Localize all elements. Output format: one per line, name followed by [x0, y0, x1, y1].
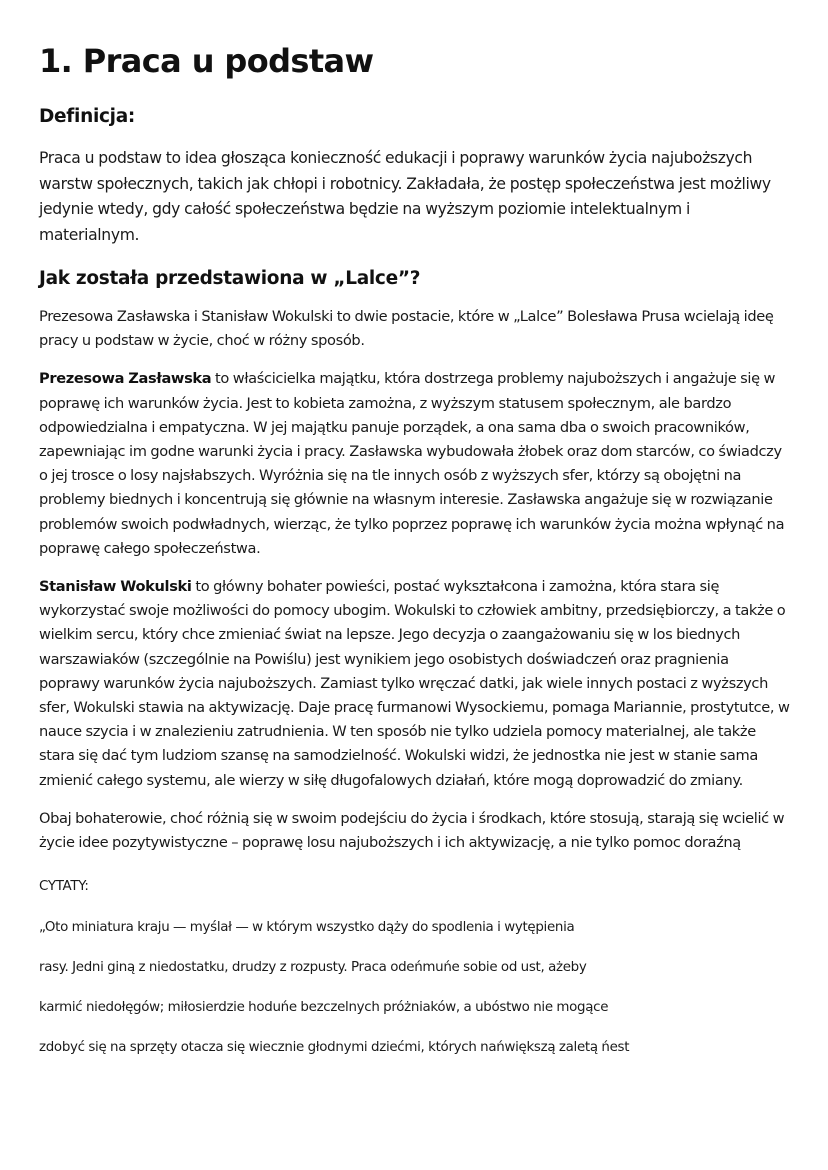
- page-title: 1. Praca u podstaw: [39, 42, 374, 80]
- lalka-section-heading: Jak została przedstawiona w „Lalce”?: [39, 268, 421, 289]
- quote-line: karmić niedołęgów; miłosierdzie hoduńe bezczelnych próżniaków, a ubóstwo nie mogące: [39, 1000, 609, 1016]
- intro-paragraph: Prezesowa Zasławska i Stanisław Wokulski to dwie postacie, które w „Lalce” Bolesława Prusa wcielają ideę pracy u podstaw w życie, choć w różny sposób.: [39, 308, 774, 350]
- quote-line: zdobyć się na sprzęty otacza się wiecznie głodnymi dziećmi, których nańwiększą zaletą ńest: [39, 1040, 630, 1056]
- conclusion-paragraph: Obaj bohaterowie, choć różnią się w swoim podejściu do życia i środkach, które stosują, starają się wcielić w życie idee pozytywistyczne – poprawę losu najuboższych i ich aktywizację, a nie tylko pomoc doraźną: [39, 809, 785, 852]
- wokulski-paragraph: [39, 575, 790, 793]
- wokulski-name: Stanisław Wokulski: [39, 578, 192, 596]
- definition-heading: Definicja:: [39, 106, 135, 127]
- zaslawska-name: Prezesowa Zasławska: [39, 370, 212, 388]
- quote-line: rasy. Jedni giną z niedostatku, drudzy z rozpusty. Praca odeńmuńe sobie od ust, ażeby: [39, 960, 587, 976]
- definition-paragraph: Praca u podstaw to idea głosząca konieczność edukacji i poprawy warunków życia najuboższych warstw społecznych, takich jak chłopi i robotnicy. Zakładała, że postęp społeczeństwa jest możliwy jedynie wtedy, gdy całość społeczeństwa będzie na wyższym poziomie intelektualnym i materialnym.: [39, 149, 771, 244]
- zaslawska-paragraph: [39, 367, 790, 561]
- quotes-label: CYTATY:: [39, 879, 89, 895]
- wokulski-text: to główny bohater powieści, postać wykształcona i zamożna, która stara się wykorzystać swoje możliwości do pomocy ubogim. Wokulski to człowiek ambitny, przedsiębiorczy, a także o wielkim sercu, który chce zmieniać świat na lepsze. Jego decyzja o zaangażowaniu się w los biednych warszawiaków (szczególnie na Powiślu) jest wynikiem jego osobistych doświadczeń oraz pragnienia poprawy warunków życia najuboższych. Zamiast tylko wręczać datki, jak wiele innych postaci z wyższych sfer, Wokulski stawia na aktywizację. Daje pracę furmanowi Wysockiemu, pomaga Mariannie, prostytutce, w nauce szycia i w znalezieniu zatrudnienia. W ten sposób nie tylko udziela pomocy materialnej, ale także stara się dać tym ludziom szansę na samodzielność. Wokulski widzi, że jednostka nie jest w stanie sama zmienić całego systemu, ale wierzy w siłę długofalowych działań, które mogą doprowadzić do zmiany.: [39, 578, 790, 789]
- quote-line: „Oto miniatura kraju — myślał — w którym wszystko dąży do spodlenia i wytępienia: [39, 920, 575, 936]
- zaslawska-text: to właścicielka majątku, która dostrzega problemy najuboższych i angażuje się w poprawę ich warunków życia. Jest to kobieta zamożna, z wyższym statusem społecznym, ale bardzo odpowiedzialna i empatyczna. W jej majątku panuje porządek, a ona sama dba o swoich pracowników, zapewniając im godne warunki życia i pracy. Zasławska wybudowała żłobek oraz dom starców, co świadczy o jej trosce o losy najsłabszych. Wyróżnia się na tle innych osób z wyższych sfer, którzy są obojętni na problemy biednych i koncentrują się głównie na własnym interesie. Zasławska angażuje się w rozwiązanie problemów swoich podwładnych, wierząc, że tylko poprzez poprawę ich warunków życia można wpłynąć na poprawę całego społeczeństwa.: [39, 370, 785, 557]
